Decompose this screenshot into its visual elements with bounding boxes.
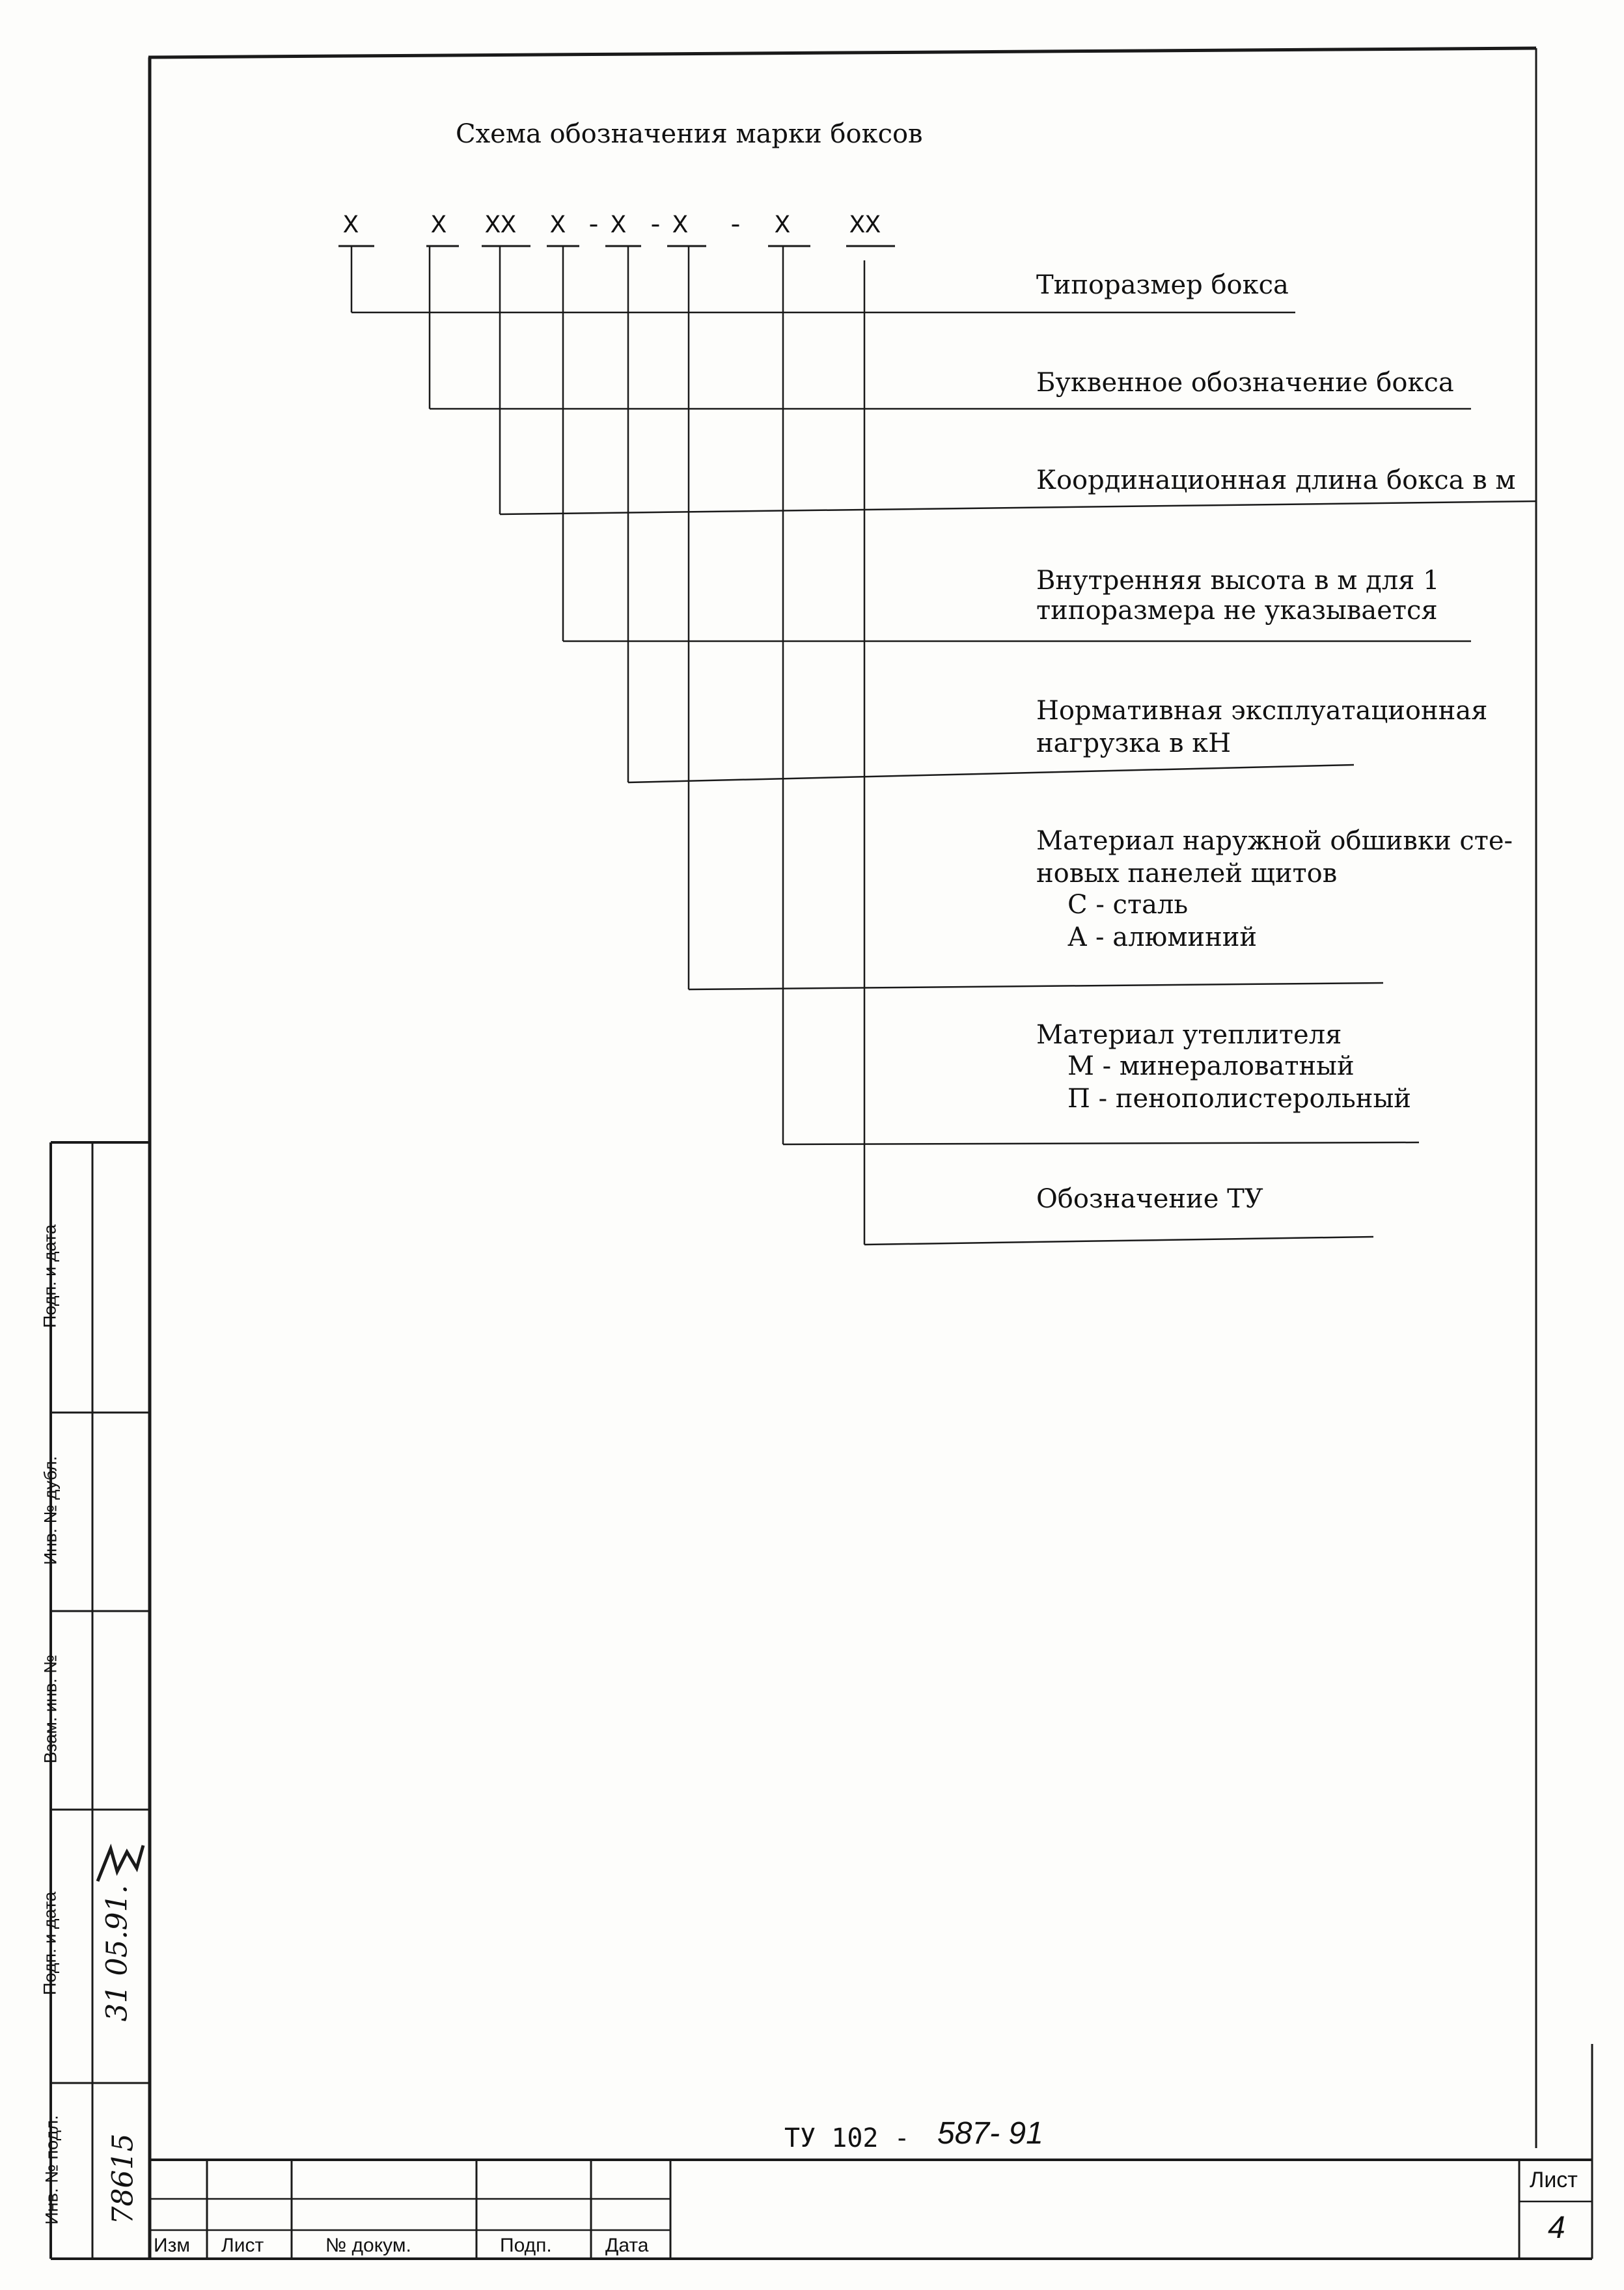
label-insulation-line1: Материал утеплителя bbox=[1036, 1020, 1342, 1050]
label-cladding-line2: новых панелей щитов bbox=[1036, 859, 1338, 889]
label-tu: Обозначение ТУ bbox=[1036, 1184, 1263, 1214]
sheet-number: 4 bbox=[1548, 2211, 1565, 2245]
label-insulation-polystyrene: П - пенополистерольный bbox=[1067, 1084, 1411, 1114]
code-part-cladding: X bbox=[672, 212, 689, 241]
col-list: Лист bbox=[221, 2235, 264, 2256]
label-cladding-steel: С - сталь bbox=[1067, 890, 1189, 920]
sheet-label: Лист bbox=[1530, 2168, 1578, 2192]
col-podp: Подп. bbox=[500, 2235, 552, 2256]
stamp-vzam-inv: Взам. инв. № bbox=[40, 1654, 61, 1764]
label-letter: Буквенное обозначение бокса bbox=[1036, 368, 1454, 398]
label-load-line1: Нормативная эксплуатационная bbox=[1036, 696, 1488, 726]
doc-code-prefix: ТУ 102 - bbox=[784, 2123, 910, 2153]
code-part-load: X bbox=[611, 212, 627, 241]
label-load-line2: нагрузка в кН bbox=[1036, 728, 1232, 758]
code-dash: - bbox=[586, 212, 602, 241]
label-length: Координационная длина бокса в м bbox=[1036, 465, 1516, 495]
frame-top-line bbox=[148, 48, 1536, 57]
stamp-inv-dubl: Инв. № дубл. bbox=[40, 1455, 61, 1566]
code-part-height: X bbox=[550, 212, 566, 241]
label-size: Типоразмер бокса bbox=[1036, 270, 1289, 300]
col-doc: № докум. bbox=[325, 2235, 411, 2256]
stamp-handwritten-date: 31 05.91. bbox=[100, 1884, 134, 2022]
stamp-inv-podl: Инв. № подл. bbox=[42, 2115, 62, 2225]
code-part-letter: X bbox=[431, 212, 447, 241]
stamp-podp-data-1: Подп. и дата bbox=[40, 1224, 60, 1329]
doc-code-number: 587- 91 bbox=[937, 2116, 1043, 2151]
label-insulation-mineral: М - минераловатный bbox=[1067, 1051, 1355, 1081]
label-cladding-aluminium: А - алюминий bbox=[1067, 922, 1258, 952]
signature-mark bbox=[91, 1842, 150, 1888]
col-izm: Изм bbox=[154, 2235, 190, 2256]
scheme-title: Схема обозначения марки боксов bbox=[456, 119, 923, 149]
label-height-line1: Внутренняя высота в м для 1 bbox=[1036, 566, 1440, 596]
code-dash: - bbox=[648, 212, 664, 241]
stamp-podp-data-2: Подп. и дата bbox=[40, 1891, 60, 1996]
col-data: Дата bbox=[605, 2235, 649, 2256]
label-height-line2: типоразмера не указывается bbox=[1036, 596, 1438, 626]
code-dash: - bbox=[728, 212, 744, 241]
code-part-insulation: X bbox=[775, 212, 791, 241]
label-cladding-line1: Материал наружной обшивки сте- bbox=[1036, 826, 1513, 856]
code-part-tu: XX bbox=[849, 212, 881, 241]
code-part-size: X bbox=[343, 212, 359, 241]
code-part-length: XX bbox=[485, 212, 517, 241]
stamp-handwritten-inv: 78615 bbox=[106, 2133, 140, 2225]
